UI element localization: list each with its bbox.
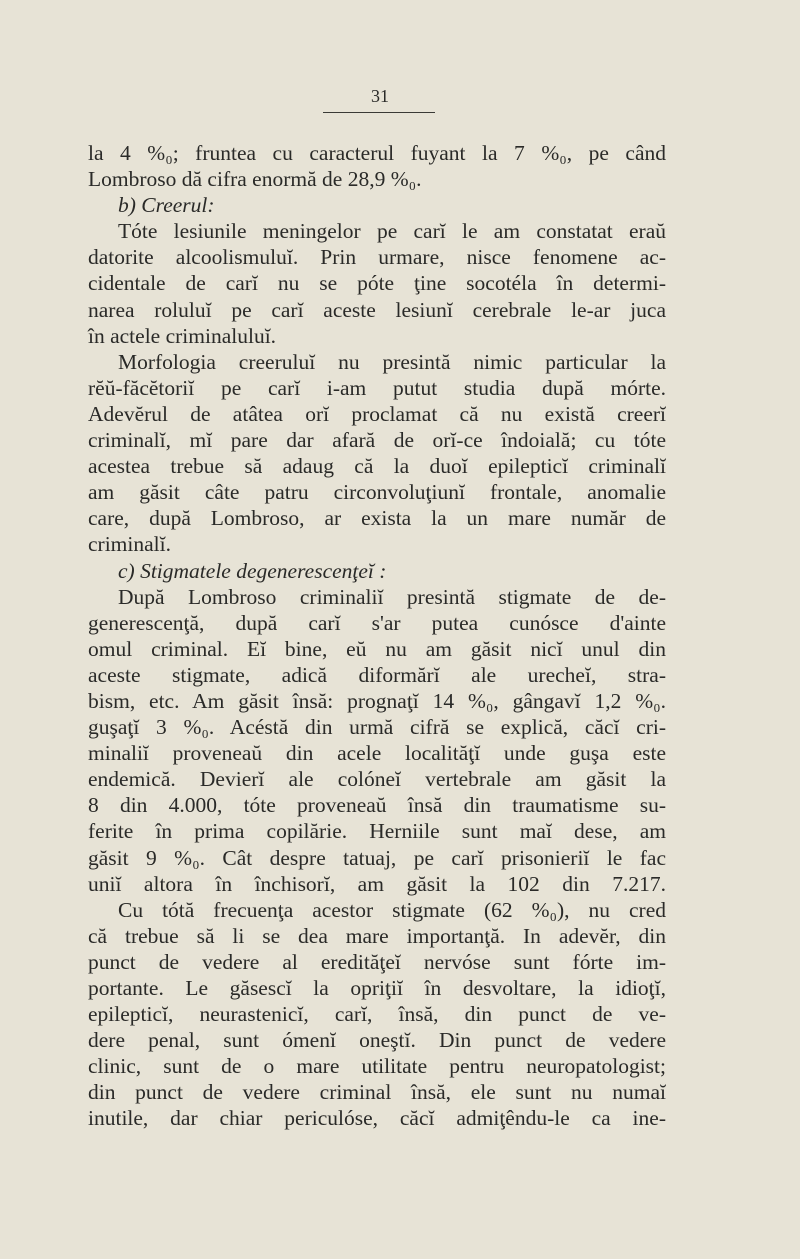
text-line: Lombroso dă cifra enormă de 28,9 %₀. bbox=[88, 167, 422, 192]
text-line: am găsit câte patru circonvoluţiunĭ frontale, anomalie bbox=[88, 480, 666, 505]
section-heading-c: c) Stigmatele degenerescenţeĭ : bbox=[118, 558, 387, 583]
text-line: la 4 %₀; fruntea cu caracterul fuyant la 7 %₀, pe când bbox=[88, 141, 666, 165]
text-line: Adevĕrul de atâtea orĭ proclamat că nu există creerĭ bbox=[88, 401, 666, 426]
text-line: punct de vedere al eredităţeĭ nervóse sunt fórte im- bbox=[88, 949, 666, 974]
text-line: rĕŭ-făcĕtoriĭ pe carĭ i-am putut studia după mórte. bbox=[88, 375, 666, 400]
text-line: guşaţĭ 3 %₀. Acéstă din urmă cifră se explică, căcĭ cri- bbox=[88, 715, 666, 740]
text-line: în actele criminaluluĭ. bbox=[88, 323, 277, 348]
text-line: dere penal, sunt ómenĭ oneştĭ. Din punct de vedere bbox=[88, 1028, 666, 1053]
text-line: aceste stigmate, adică diformărĭ ale urecheĭ, stra- bbox=[88, 662, 666, 687]
text-line: clinic, sunt de o mare utilitate pentru neuropatologist; bbox=[88, 1054, 666, 1079]
text-line: După Lombroso criminaliĭ presintă stigmate de de- bbox=[118, 584, 666, 609]
text-line: găsit 9 %₀. Cât despre tatuaj, pe carĭ prisonieriĭ le fac bbox=[88, 845, 666, 870]
section-heading-b: b) Creerul: bbox=[118, 193, 215, 218]
text-line: că trebue să li se dea mare importanţă. In adevĕr, din bbox=[88, 923, 666, 948]
text-line: care, după Lombroso, ar exista la un mare număr de bbox=[88, 506, 666, 531]
text-line: datorite alcoolismuluĭ. Prin urmare, nisce fenomene ac- bbox=[88, 245, 666, 270]
text-line: Cu tótă frecuenţa acestor stigmate (62 %₀), nu cred bbox=[118, 897, 666, 922]
body-text bbox=[88, 140, 666, 1132]
text-line: endemică. Devierĭ ale colóneĭ vertebrale am găsit la bbox=[88, 767, 666, 792]
text-line: din punct de vedere criminal însă, ele sunt nu numaĭ bbox=[88, 1080, 666, 1105]
text-line: minaliĭ proveneaŭ din acele localităţĭ unde guşa este bbox=[88, 741, 666, 766]
text-line: narea roluluĭ pe carĭ aceste lesiunĭ cerebrale le-ar juca bbox=[88, 297, 666, 322]
text-line: uniĭ altora în închisorĭ, am găsit la 102 din 7.217. bbox=[88, 871, 666, 896]
text-line: criminalĭ. bbox=[88, 532, 171, 557]
text-line: Tóte lesiunile meningelor pe carĭ le am constatat eraŭ bbox=[118, 219, 666, 244]
text-line: acestea trebue să adaug că la duoĭ epilepticĭ criminalĭ bbox=[88, 454, 666, 479]
text-line: criminalĭ, mĭ pare dar afară de orĭ-ce îndoială; cu tóte bbox=[88, 428, 666, 453]
text-line: bism, etc. Am găsit însă: prognaţĭ 14 %₀, gângavĭ 1,2 %₀. bbox=[88, 688, 666, 713]
text-line: generescenţă, după carĭ s'ar putea cunósce d'ainte bbox=[88, 610, 666, 635]
text-line: portante. Le găsescĭ la opriţiĭ în desvoltare, la idioţĭ, bbox=[88, 976, 666, 1000]
text-line: inutile, dar chiar periculóse, căcĭ admiţêndu-le ca ine- bbox=[88, 1106, 666, 1131]
header-rule bbox=[323, 112, 435, 113]
page-number: 31 bbox=[371, 86, 389, 106]
text-line: Morfologia creeruluĭ nu presintă nimic particular la bbox=[118, 349, 666, 374]
text-line: epilepticĭ, neurastenicĭ, carĭ, însă, din punct de ve- bbox=[88, 1002, 666, 1027]
text-line: cidentale de carĭ nu se póte ţine socotéla în determi- bbox=[88, 271, 666, 296]
text-line: 8 din 4.000, tóte proveneaŭ însă din traumatisme su- bbox=[88, 793, 666, 818]
text-line: ferite în prima copilărie. Herniile sunt maĭ dese, am bbox=[88, 819, 666, 844]
text-line: omul criminal. Eĭ bine, eŭ nu am găsit nicĭ unul din bbox=[88, 636, 666, 661]
